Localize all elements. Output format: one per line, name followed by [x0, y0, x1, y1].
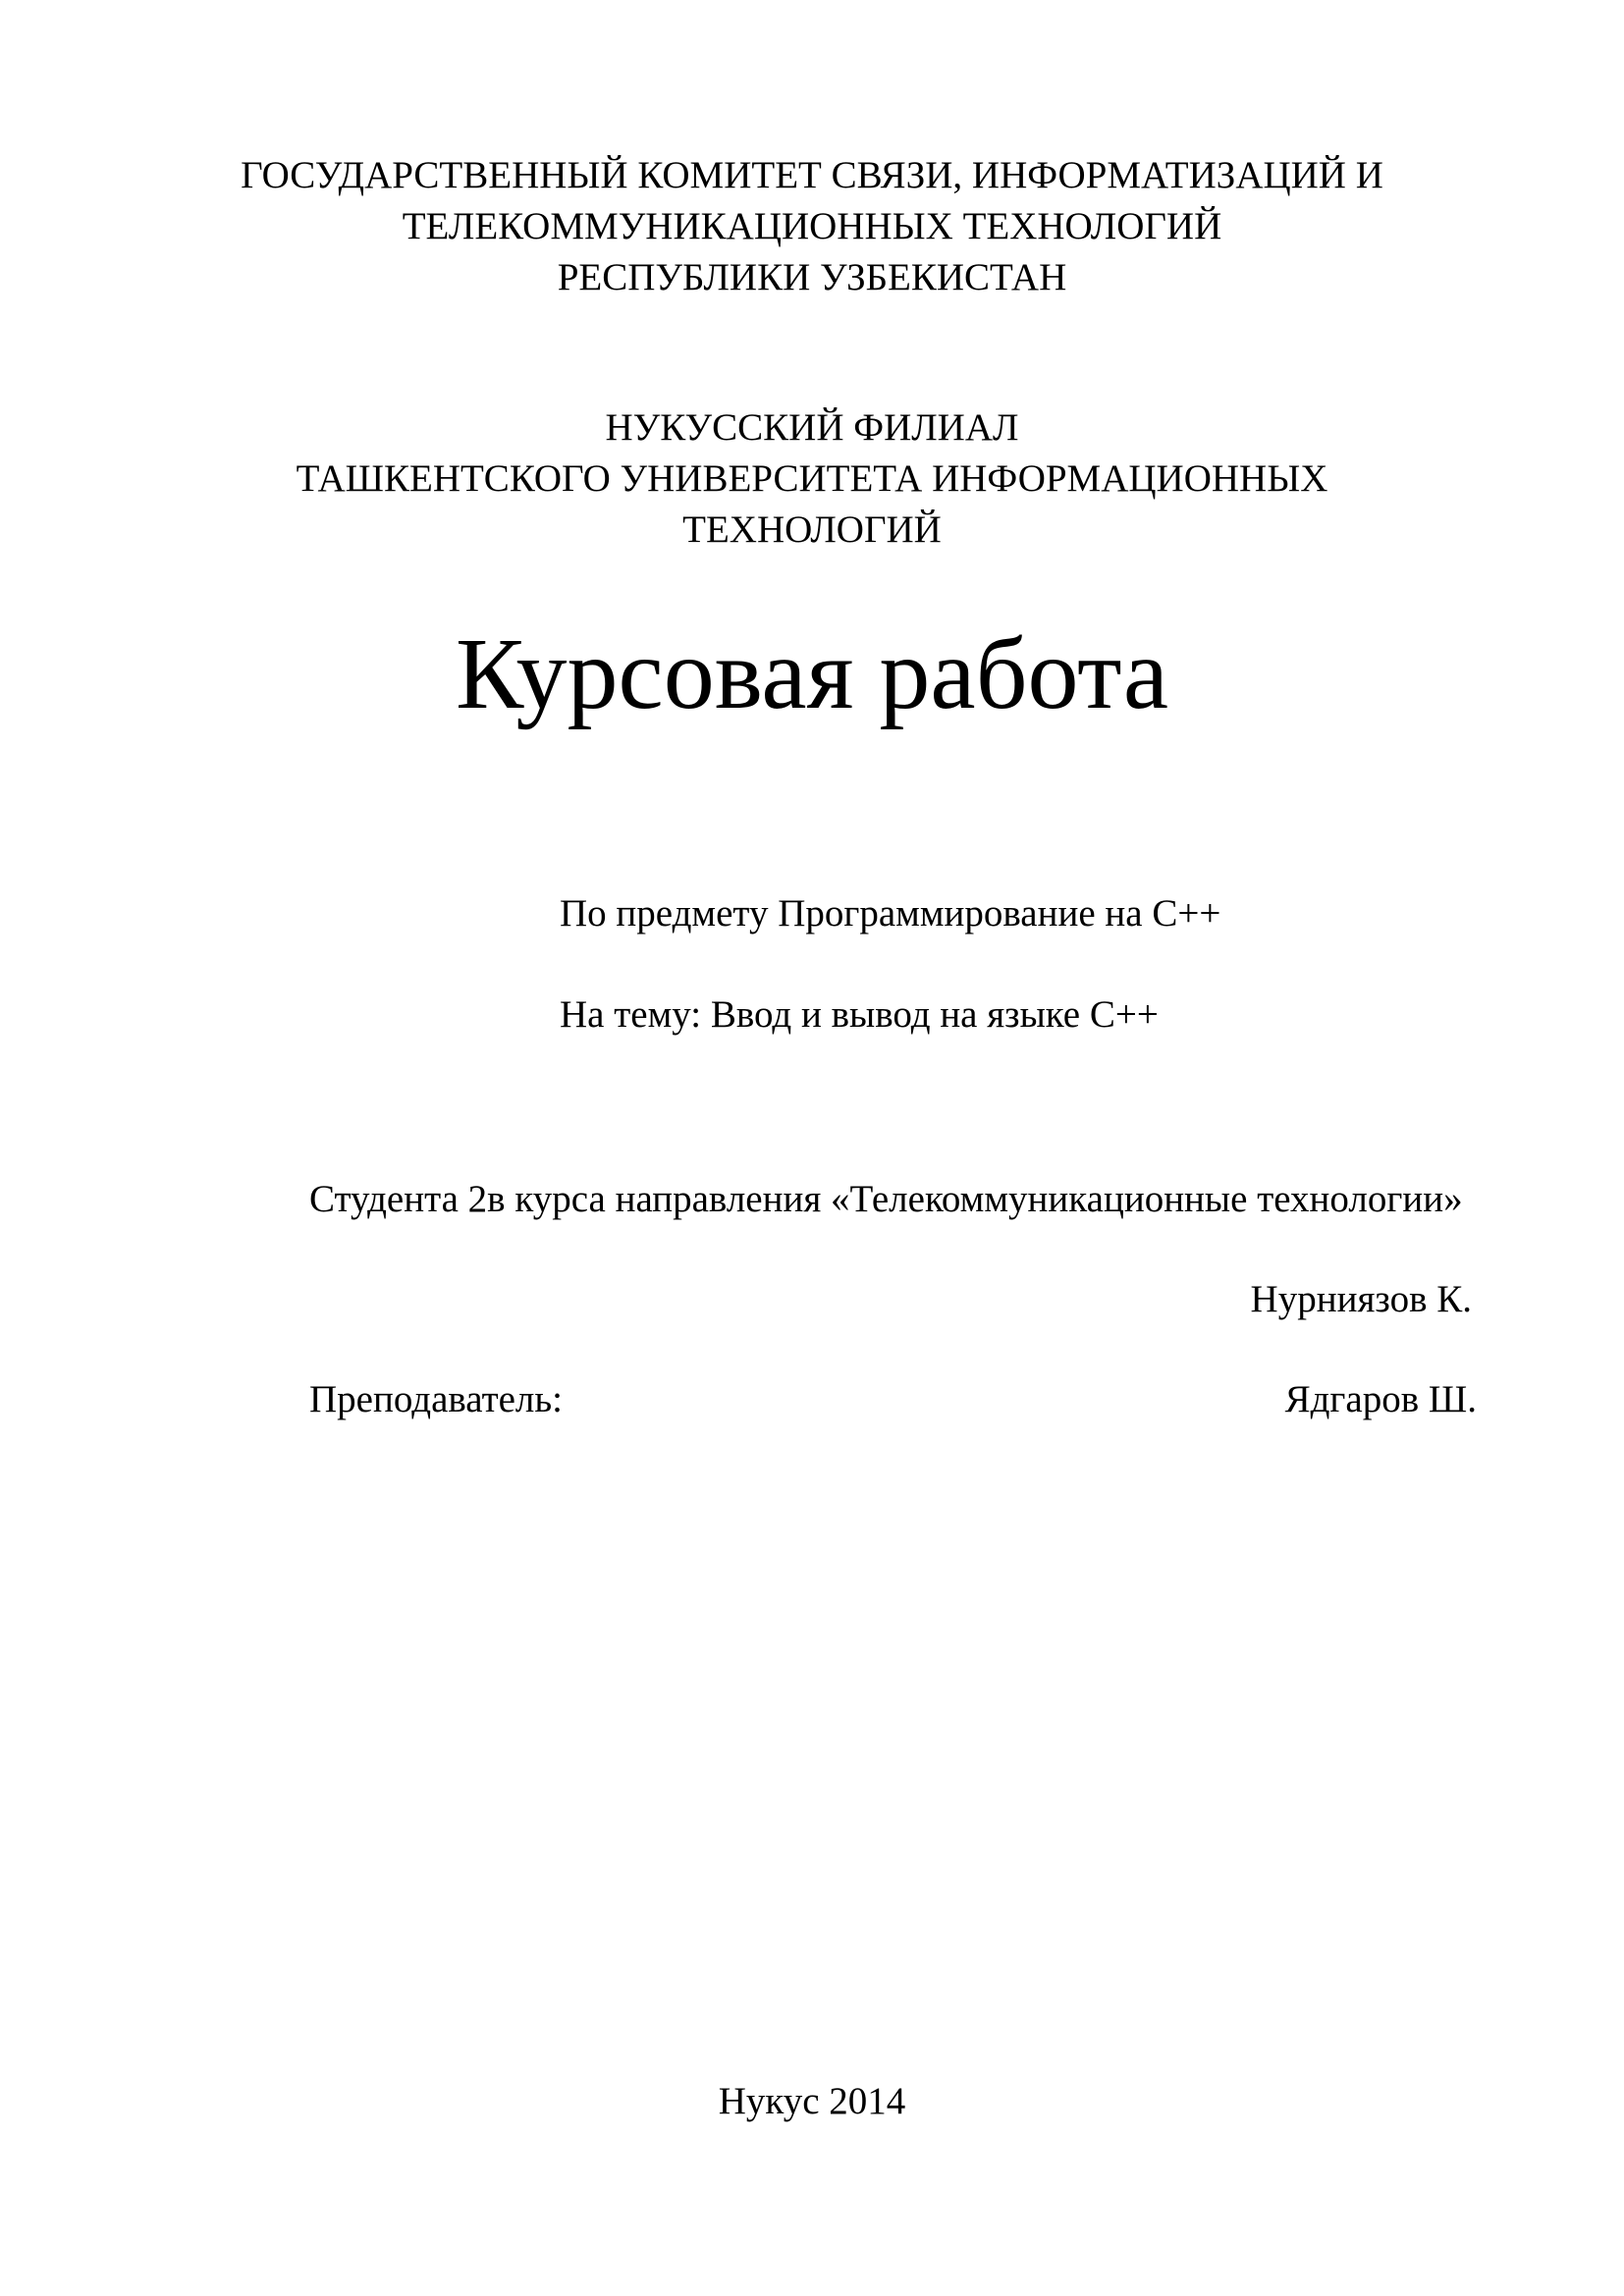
branch-line-1: НУКУССКИЙ ФИЛИАЛ — [605, 406, 1019, 449]
branch-line-2: ТАШКЕНТСКОГО УНИВЕРСИТЕТА ИНФОРМАЦИОННЫХ — [296, 457, 1328, 500]
footer-city-year: Нукус 2014 — [718, 2080, 906, 2122]
topic-line: На тему: Ввод и вывод на языке С++ — [560, 993, 1159, 1036]
student-info-line: Студента 2в курса направления «Телекоммуникационные технологии» — [309, 1178, 1463, 1220]
document-title: Курсовая работа — [455, 617, 1169, 730]
ministry-line-1: ГОСУДАРСТВЕННЫЙ КОМИТЕТ СВЯЗИ, ИНФОРМАТИЗАЦИЙ И — [241, 154, 1383, 196]
ministry-line-3: РЕСПУБЛИКИ УЗБЕКИСТАН — [557, 256, 1067, 298]
teacher-label: Преподаватель: — [309, 1378, 564, 1420]
ministry-line-2: ТЕЛЕКОММУНИКАЦИОННЫХ ТЕХНОЛОГИЙ — [402, 205, 1222, 247]
branch-line-3: ТЕХНОЛОГИЙ — [682, 508, 942, 551]
teacher-name: Ядгаров Ш. — [1284, 1378, 1477, 1420]
subject-line: По предмету Программирование на С++ — [560, 892, 1221, 934]
branch-header — [0, 402, 1624, 556]
student-name: Нурниязов К. — [1250, 1278, 1472, 1320]
ministry-header — [0, 150, 1624, 303]
